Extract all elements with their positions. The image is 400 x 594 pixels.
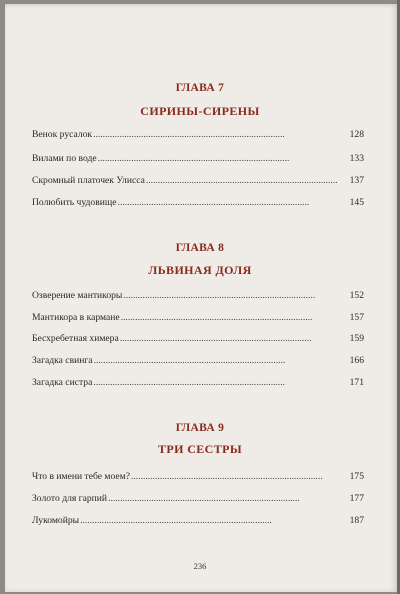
chapter-label: ГЛАВА 9 — [175, 422, 225, 434]
leader-dots — [94, 355, 349, 366]
toc-entry-title: Скромный платочек Улисса — [32, 175, 145, 186]
toc-entry-page: 157 — [349, 312, 364, 323]
chapter-title: ЛЬВИНАЯ ДОЛЯ — [148, 263, 252, 277]
toc-entry[interactable] — [32, 333, 364, 347]
toc-entry-page: 175 — [349, 471, 364, 482]
leader-dots — [120, 333, 349, 344]
toc-entry-page: 187 — [349, 515, 364, 526]
toc-entry-page: 152 — [349, 290, 364, 301]
toc-entry-title: Вилами по воде — [32, 153, 97, 164]
chapter-label: ГЛАВА 7 — [175, 82, 225, 94]
leader-dots — [93, 129, 349, 140]
toc-entry-page: 166 — [349, 355, 364, 366]
leader-dots — [93, 377, 348, 388]
chapter-title: ТРИ СЕСТРЫ — [157, 442, 243, 456]
leader-dots — [98, 153, 349, 164]
toc-entry-page: 133 — [349, 153, 364, 164]
toc-entry[interactable] — [32, 129, 364, 143]
toc-entry[interactable] — [32, 175, 364, 189]
toc-entry-page: 177 — [349, 493, 364, 504]
toc-entry[interactable] — [32, 355, 364, 369]
toc-entry[interactable] — [32, 197, 364, 211]
toc-entry[interactable] — [32, 153, 364, 167]
toc-entry-title: Загадка свинга — [32, 355, 93, 366]
toc-entry-title: Мантикора в кармане — [32, 312, 120, 323]
leader-dots — [121, 312, 349, 323]
toc-entry-page: 145 — [349, 197, 364, 208]
leader-dots — [80, 515, 349, 526]
toc-entry[interactable] — [32, 312, 364, 326]
chapter-label: ГЛАВА 8 — [175, 242, 225, 254]
page-number: 236 — [193, 561, 207, 571]
toc-entry[interactable] — [32, 471, 364, 485]
toc-entry-title: Лукомойры — [32, 515, 80, 526]
toc-entry[interactable] — [32, 493, 364, 507]
toc-entry-title: Бесхребетная химера — [32, 333, 119, 344]
toc-entry-title: Венок русалок — [32, 129, 93, 140]
toc-entry[interactable] — [32, 290, 364, 304]
toc-entry-title: Загадка систра — [32, 377, 93, 388]
toc-entry-page: 137 — [349, 175, 364, 186]
leader-dots — [118, 197, 349, 208]
leader-dots — [108, 493, 349, 504]
toc-entry-page: 128 — [349, 129, 364, 140]
leader-dots — [146, 175, 349, 186]
toc-entry[interactable] — [32, 377, 364, 391]
toc-entry[interactable] — [32, 515, 364, 529]
toc-entry-title: Золото для гарпий — [32, 493, 108, 504]
chapter-title: СИРИНЫ-СИРЕНЫ — [140, 104, 260, 118]
toc-entry-title: Полюбить чудовище — [32, 197, 117, 208]
toc-entry-page: 159 — [349, 333, 364, 344]
toc-entry-title: Озверение мантикоры — [32, 290, 123, 301]
toc-entry-page: 171 — [349, 377, 364, 388]
toc-entry-title: Что в имени тебе моем? — [32, 471, 130, 482]
leader-dots — [123, 290, 348, 301]
leader-dots — [131, 471, 349, 482]
